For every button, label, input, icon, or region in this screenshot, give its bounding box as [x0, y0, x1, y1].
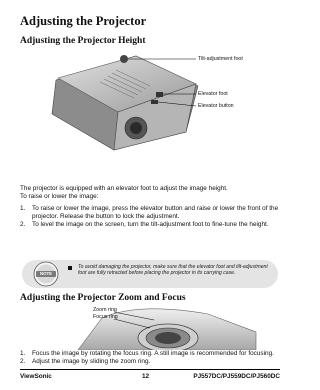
list-item: 2. Adjust the image by sliding the zoom ring.: [20, 358, 151, 365]
projector-bottom-illustration: [18, 50, 288, 152]
list-item: 2. To level the image on the screen, turn the tilt-adjustment foot to fine-tune the height.: [20, 221, 269, 228]
section-heading-height: Adjusting the Projector Height: [20, 36, 146, 46]
intro-subtext: To raise or lower the image:: [20, 193, 99, 200]
tilt-foot-marker: [120, 55, 128, 63]
elevator-button-marker: [151, 100, 158, 104]
note-label: NOTE: [40, 270, 52, 276]
footer-divider: [20, 369, 280, 370]
section-heading-zoom-focus: Adjusting the Projector Zoom and Focus: [20, 293, 186, 303]
callout-elevator-button: Elevator button: [198, 103, 234, 109]
bullet-square: [68, 266, 72, 270]
callout-focus-ring: Focus ring: [93, 314, 118, 320]
callout-zoom-ring: Zoom ring: [93, 307, 117, 313]
footer-models: PJ557DC/PJ559DC/PJ560DC: [193, 373, 280, 380]
list-item: 1. Focus the image by rotating the focus ring. A still image is recommended for focusing.: [20, 350, 274, 357]
callout-elevator-foot: Elevator foot: [198, 91, 228, 97]
footer-brand: ViewSonic: [20, 373, 52, 380]
intro-paragraph: The projector is equipped with an elevator foot to adjust the image height.: [20, 185, 228, 192]
footer-page-number: 12: [142, 373, 150, 380]
projector-lens-illustration: [18, 306, 288, 350]
callout-tilt-foot: Tilt-adjustment foot: [198, 56, 243, 62]
elevator-foot-marker: [156, 92, 163, 97]
note-text: To avoid damaging the projector, make sure that the elevator foot and tilt-adjustment foot are fully retracted before placing the projector in its carrying case.: [78, 264, 268, 277]
list-item: 1. To raise or lower the image, press the elevator button and raise or lower the front of the projector. Release the button to lock the adjustment.: [20, 205, 279, 220]
height-steps-list: [20, 205, 282, 229]
zoom-focus-steps-list: [20, 350, 282, 366]
page-title: Adjusting the Projector: [20, 14, 147, 28]
